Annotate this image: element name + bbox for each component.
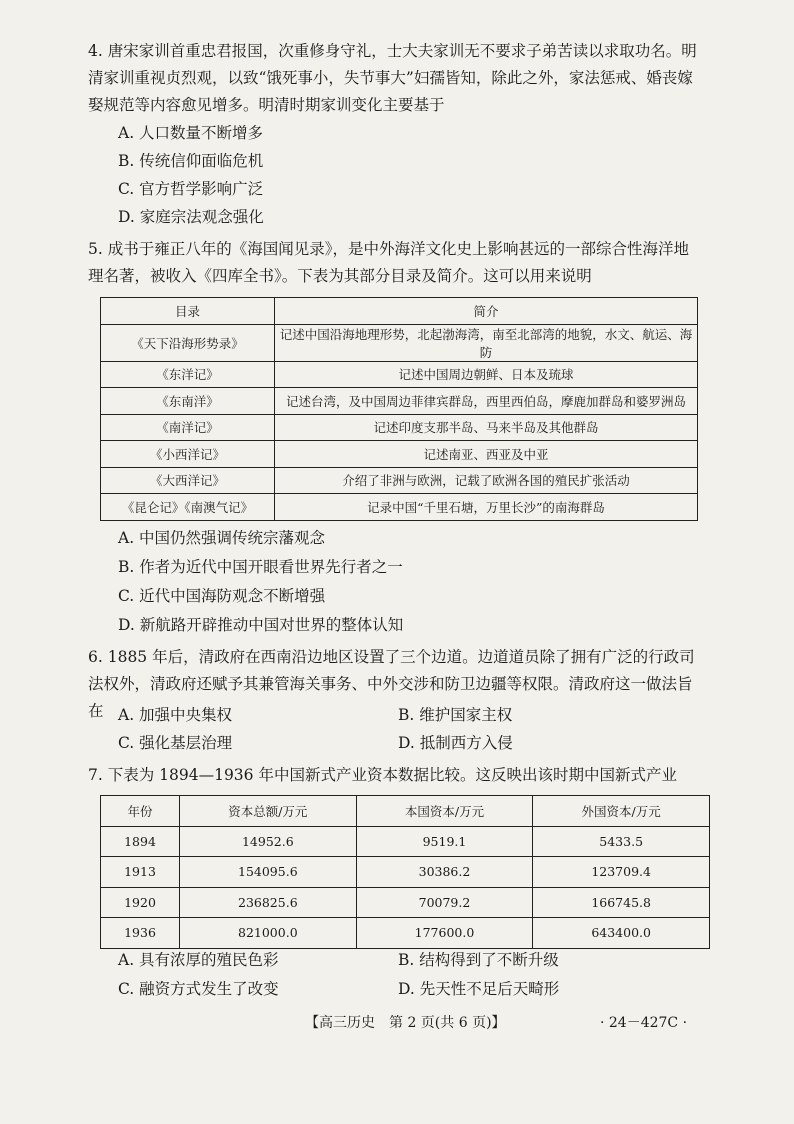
question-5-table — [100, 297, 698, 521]
table-cell: 166745.8 — [533, 887, 710, 918]
question-6-option-c: C. 强化基层治理 — [118, 734, 233, 752]
table-cell: 9519.1 — [356, 826, 533, 857]
table-cell: 《小西洋记》 — [101, 441, 275, 468]
table-cell: 《东洋记》 — [101, 361, 275, 388]
table-header-cell: 目录 — [101, 298, 275, 325]
footer-exam-code: · 24－427C · — [600, 1015, 688, 1031]
question-5-option-b: B. 作者为近代中国开眼看世界先行者之一 — [118, 558, 403, 576]
table-cell: 1936 — [101, 918, 180, 949]
question-6-option-b: B. 维护国家主权 — [398, 706, 513, 724]
table-header-cell: 简介 — [275, 298, 698, 325]
table-header-cell: 资本总额/万元 — [180, 796, 357, 827]
table-row — [101, 467, 698, 494]
table-cell: 《东南洋》 — [101, 388, 275, 415]
table-cell: 记述印度支那半岛、马来半岛及其他群岛 — [275, 414, 698, 441]
table-header-row — [101, 298, 698, 325]
table-row — [101, 361, 698, 388]
table-cell: 14952.6 — [180, 826, 357, 857]
question-7-stem: 7. 下表为 1894—1936 年中国新式产业资本数据比较。这反映出该时期中国新式产业 — [88, 766, 677, 784]
question-7-option-c: C. 融资方式发生了改变 — [118, 980, 279, 998]
question-7-option-b: B. 结构得到了不断升级 — [398, 951, 559, 969]
table-cell: 《南洋记》 — [101, 414, 275, 441]
question-5-option-c: C. 近代中国海防观念不断增强 — [118, 587, 326, 605]
table-cell: 记述台湾，及中国周边菲律宾群岛，西里西伯岛，摩鹿加群岛和婆罗洲岛 — [275, 388, 698, 415]
table-row — [101, 887, 710, 918]
table-row — [101, 324, 698, 361]
question-5-option-d: D. 新航路开辟推动中国对世界的整体认知 — [118, 616, 404, 634]
table-header-cell: 年份 — [101, 796, 180, 827]
question-4-option-d: D. 家庭宗法观念强化 — [118, 208, 264, 226]
table-cell: 记述中国周边朝鲜、日本及琉球 — [275, 361, 698, 388]
question-4-option-c: C. 官方哲学影响广泛 — [118, 180, 264, 198]
question-6-option-a: A. 加强中央集权 — [118, 706, 233, 724]
table-cell: 记述中国沿海地理形势，北起渤海湾，南至北部湾的地貌，水文、航运、海防 — [275, 324, 698, 361]
question-6-stem: 6. 1885 年后，清政府在西南沿边地区设置了三个边道。边道道员除了拥有广泛的行政司法权外，清政府还赋予其兼管海关事务、中外交涉和防卫边疆等权限。清政府这一做法旨在 — [88, 648, 695, 720]
table-cell: 《大西洋记》 — [101, 467, 275, 494]
table-cell: 介绍了非洲与欧洲，记载了欧洲各国的殖民扩张活动 — [275, 467, 698, 494]
table-cell: 643400.0 — [533, 918, 710, 949]
question-5-stem: 5. 成书于雍正八年的《海国闻见录》，是中外海洋文化史上影响甚远的一部综合性海洋地理名著，被收入《四库全书》。下表为其部分目录及简介。这可以用来说明 — [88, 240, 689, 285]
table-cell: 123709.4 — [533, 857, 710, 888]
table-row — [101, 388, 698, 415]
table-cell: 70079.2 — [356, 887, 533, 918]
question-6-option-d: D. 抵制西方入侵 — [398, 734, 513, 752]
table-cell: 1913 — [101, 857, 180, 888]
table-row — [101, 826, 710, 857]
table-header-cell: 本国资本/万元 — [356, 796, 533, 827]
question-4-stem: 4. 唐宋家训首重忠君报国，次重修身守礼，士大夫家训无不要求子弟苦读以求取功名。明清家训重视贞烈观，以致“饿死事小，失节事大”妇孺皆知，除此之外，家法惩戒、婚丧嫁娶规范等内容愈见增多。明清时期家训变化主要基于 — [88, 42, 697, 114]
table-row — [101, 857, 710, 888]
table-cell: 236825.6 — [180, 887, 357, 918]
table-row — [101, 918, 710, 949]
table-cell: 5433.5 — [533, 826, 710, 857]
table-cell: 1894 — [101, 826, 180, 857]
question-7-option-d: D. 先天性不足后天畸形 — [398, 980, 560, 998]
footer-page-label: 【高三历史 第 2 页(共 6 页)】 — [305, 1015, 506, 1031]
table-row — [101, 494, 698, 521]
table-cell: 《昆仑记》《南澳气记》 — [101, 494, 275, 521]
question-5-option-a: A. 中国仍然强调传统宗藩观念 — [118, 529, 326, 547]
table-cell: 记述南亚、西亚及中亚 — [275, 441, 698, 468]
question-4-option-b: B. 传统信仰面临危机 — [118, 152, 264, 170]
table-header-row — [101, 796, 710, 827]
table-cell: 记录中国“千里石塘，万里长沙”的南海群岛 — [275, 494, 698, 521]
question-4-option-a: A. 人口数量不断增多 — [118, 124, 264, 142]
table-cell: 821000.0 — [180, 918, 357, 949]
question-7-table — [100, 795, 710, 949]
table-row — [101, 414, 698, 441]
table-cell: 30386.2 — [356, 857, 533, 888]
table-cell: 《天下沿海形势录》 — [101, 324, 275, 361]
table-header-cell: 外国资本/万元 — [533, 796, 710, 827]
table-cell: 1920 — [101, 887, 180, 918]
table-cell: 154095.6 — [180, 857, 357, 888]
table-cell: 177600.0 — [356, 918, 533, 949]
table-row — [101, 441, 698, 468]
question-7-option-a: A. 具有浓厚的殖民色彩 — [118, 951, 279, 969]
